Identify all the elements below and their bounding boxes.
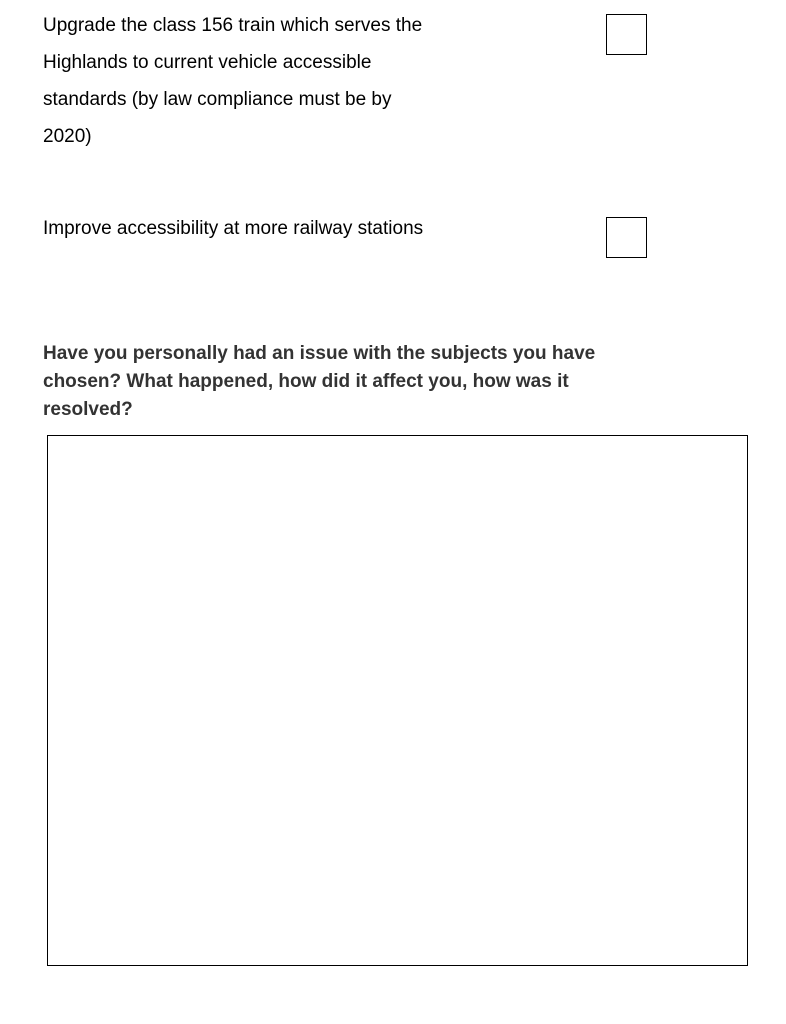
option-improve-station-accessibility [43, 210, 503, 247]
improve-stations-checkbox[interactable] [606, 217, 647, 258]
option-text-line: Highlands to current vehicle accessible [43, 52, 372, 73]
upgrade-train-checkbox[interactable] [606, 14, 647, 55]
personal-issue-answer-field[interactable] [47, 435, 748, 966]
option-text-line: 2020) [43, 126, 92, 147]
personal-issue-question [43, 340, 703, 424]
option-text-line: Upgrade the class 156 train which serves the [43, 15, 423, 36]
question-text-line: chosen? What happened, how did it affect you, how was it [43, 371, 569, 392]
option-text-line: Improve accessibility at more railway stations [43, 218, 424, 239]
question-text-line: Have you personally had an issue with the subjects you have [43, 343, 596, 364]
option-upgrade-class-156-train [43, 7, 503, 155]
option-text-line: standards (by law compliance must be by [43, 89, 392, 110]
question-text-line: resolved? [43, 399, 133, 420]
